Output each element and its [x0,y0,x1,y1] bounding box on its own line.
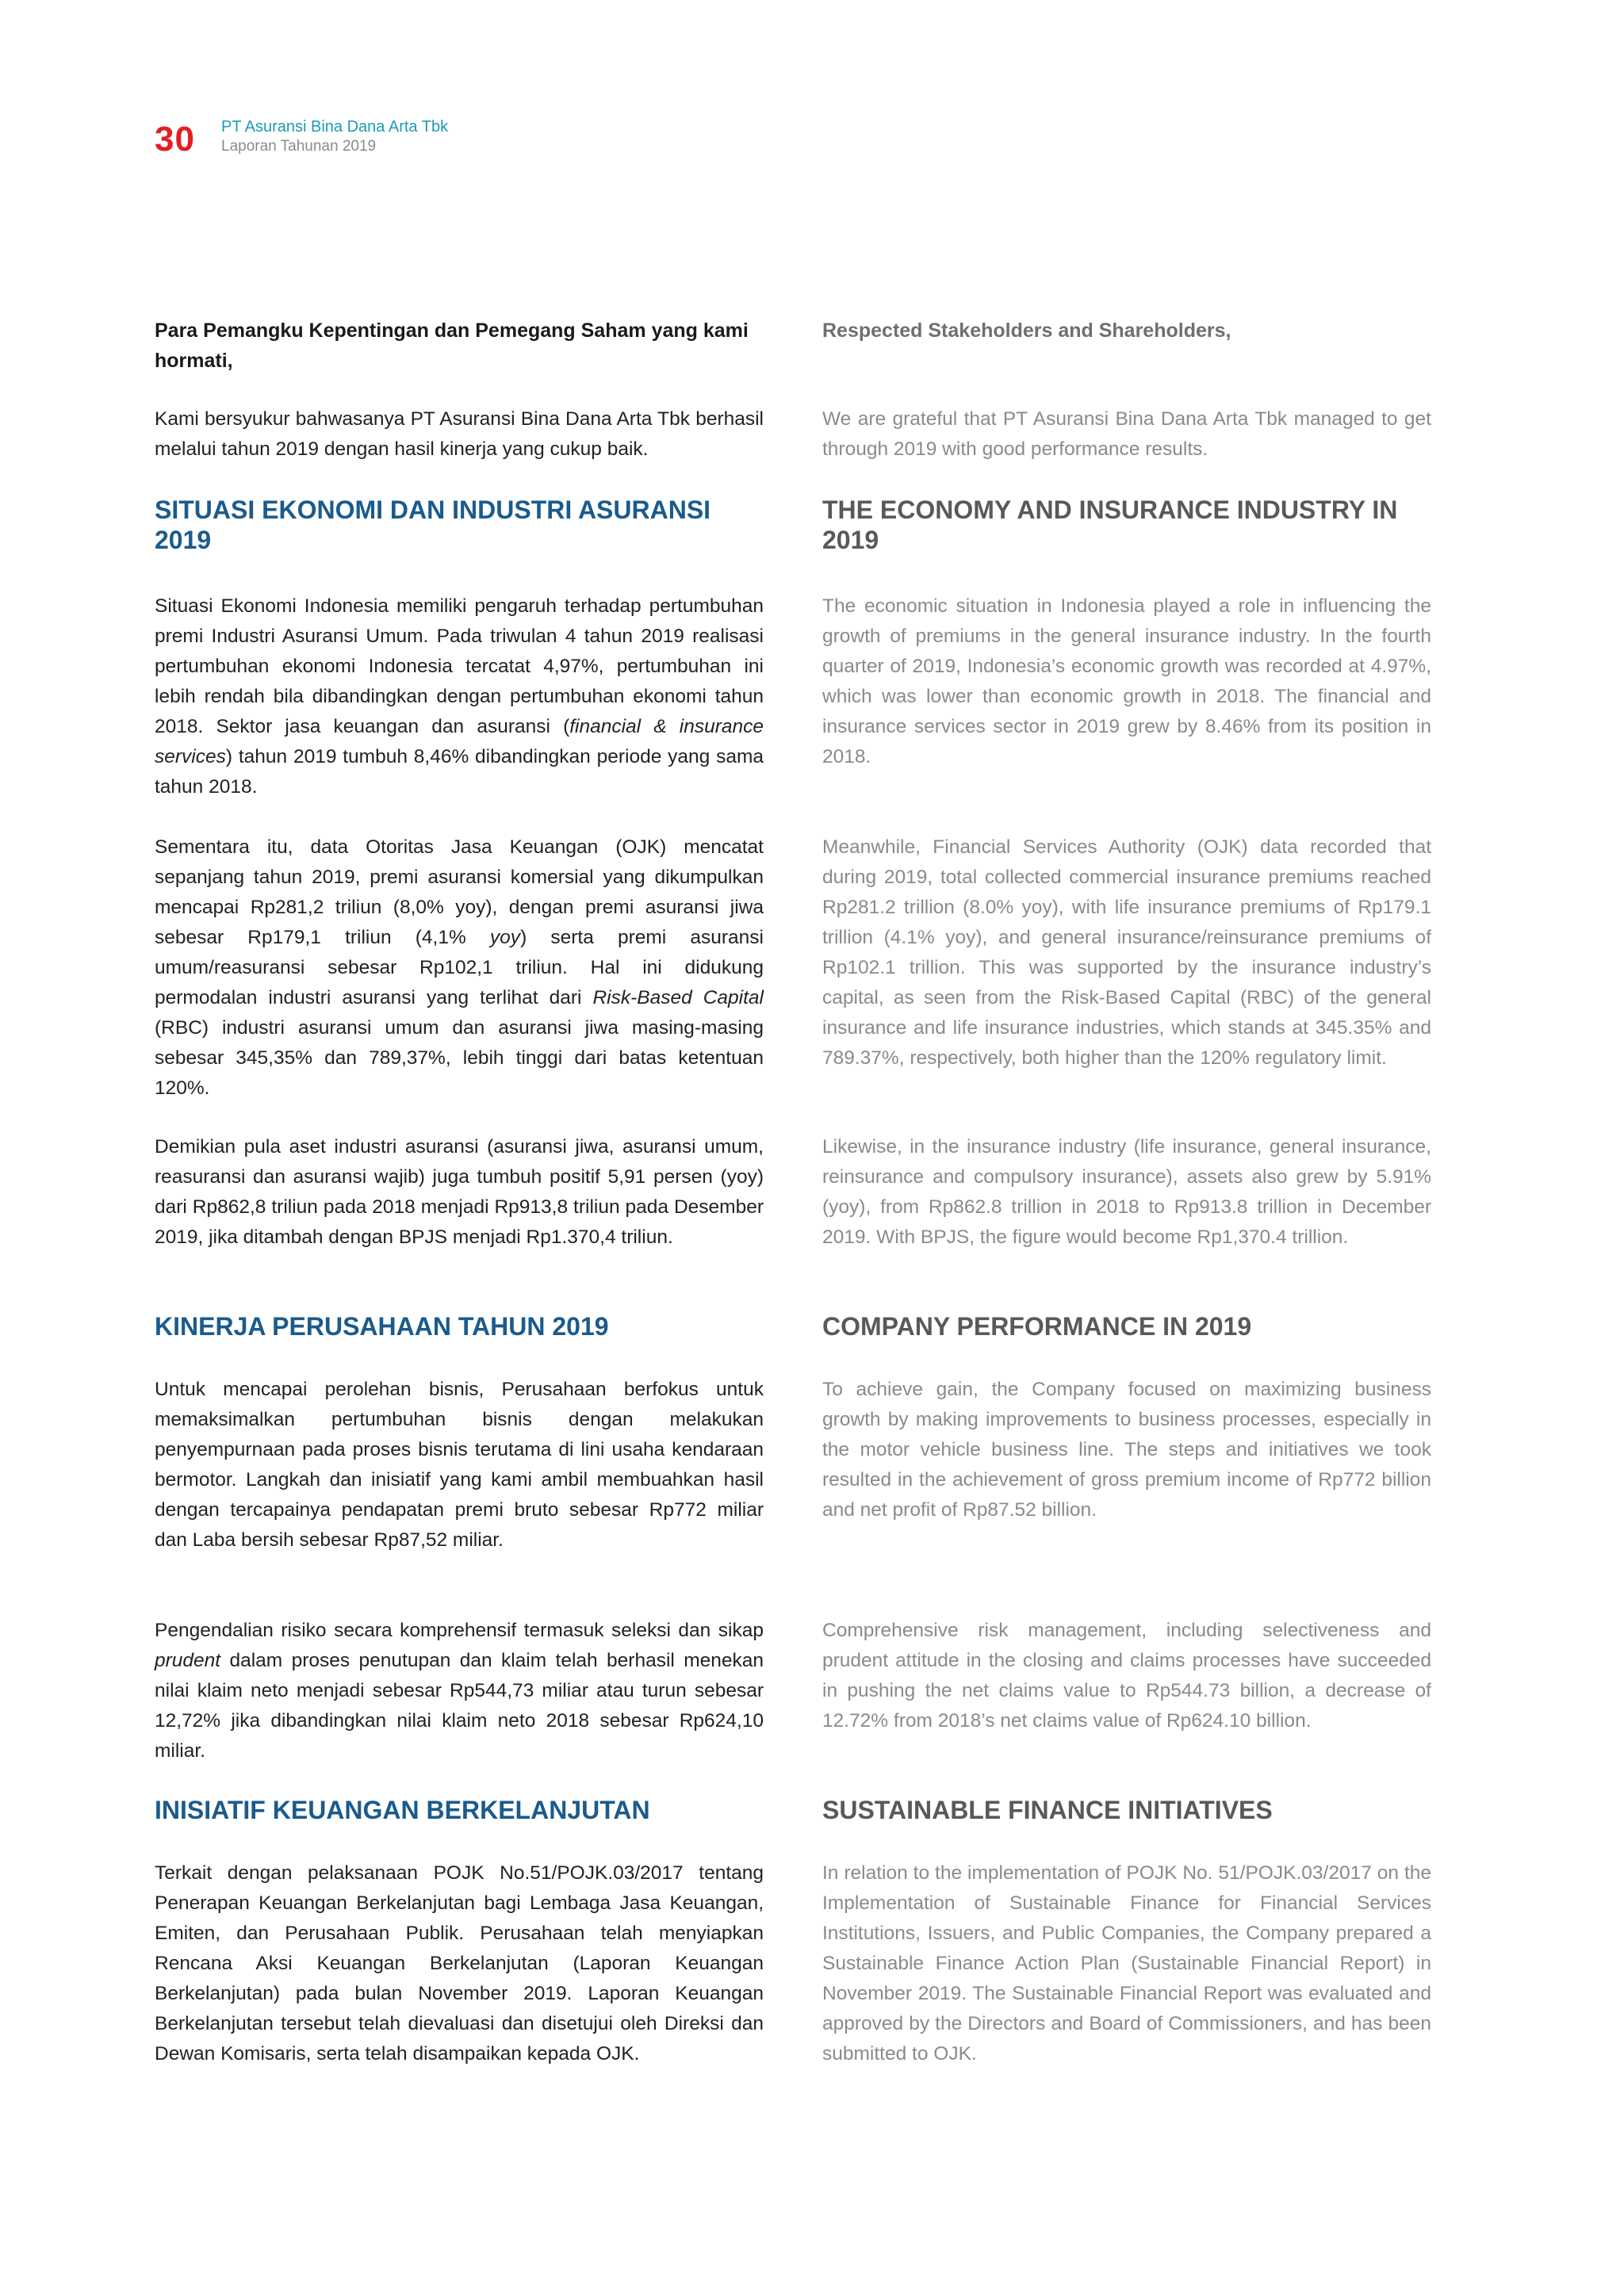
indonesian-column [155,316,764,2069]
sustainable-paragraph-id: Terkait dengan pelaksanaan POJK No.51/POJK.03/2017 tentang Penerapan Keuangan Berkelanjutan bagi Lembaga Jasa Keuangan, Emiten, dan Perusahaan Publik. Perusahaan telah menyiapkan Rencana Aksi Keuangan Berkelanjutan (Laporan Keuangan Berkelanjutan) pada bulan November 2019. Laporan Keuangan Berkelanjutan tersebut telah dievaluasi dan disetujui oleh Direksi dan Dewan Komisaris, serta telah disampaikan kepada OJK. [155,1862,764,2064]
economy-paragraph-2-id: Sementara itu, data Otoritas Jasa Keuangan (OJK) mencatat sepanjang tahun 2019, premi asuransi komersial yang dikumpulkan mencapai Rp281,2 triliun (8,0% yoy), dengan premi asuransi jiwa sebesar Rp179,1 triliun (4,1% yoy) serta premi asuransi umum/reasuransi sebesar Rp102,1 triliun. Hal ini didukung permodalan industri asuransi yang terlihat dari Risk-Based Capital (RBC) industri asuransi umum dan asuransi jiwa masing-masing sebesar 345,35% dan 789,37%, lebih tinggi dari batas ketentuan 120%. [155,836,764,1099]
section-heading-performance-en: COMPANY PERFORMANCE IN 2019 [822,1312,1252,1341]
performance-paragraph-2-id: Pengendalian risiko secara komprehensif termasuk seleksi dan sikap prudent dalam proses penutupan dan klaim telah berhasil menekan nilai klaim neto menjadi sebesar Rp544,73 miliar atau turun sebesar 12,72% jika dibandingkan nilai klaim neto 2018 sebesar Rp624,10 miliar. [155,1620,764,1762]
economy-paragraph-3-en: Likewise, in the insurance industry (life insurance, general insurance, reinsurance and compulsory insurance), assets also grew by 5.91% (yoy), from Rp862.8 trillion in 2018 to Rp913.8 trillion in December 2019. With BPJS, the figure would become Rp1,370.4 trillion. [822,1136,1431,1248]
performance-paragraph-1-en: To achieve gain, the Company focused on maximizing business growth by making improvements to business processes, especially in the motor vehicle business line. The steps and initiatives we took resulted in the achievement of gross premium income of Rp772 billion and net profit of Rp87.52 billion. [822,1379,1431,1521]
greeting-en: Respected Stakeholders and Shareholders, [822,320,1231,342]
section-heading-sustainable-en: SUSTAINABLE FINANCE INITIATIVES [822,1796,1273,1824]
section-heading-sustainable-id: INISIATIF KEUANGAN BERKELANJUTAN [155,1796,650,1824]
section-heading-economy-id: SITUASI EKONOMI DAN INDUSTRI ASURANSI 2019 [155,496,711,554]
economy-paragraph-3-id: Demikian pula aset industri asuransi (asuransi jiwa, asuransi umum, reasuransi dan asuransi wajib) juga tumbuh positif 5,91 persen (yoy) dari Rp862,8 triliun pada 2018 menjadi Rp913,8 triliun pada Desember 2019, jika ditambah dengan BPJS menjadi Rp1.370,4 triliun. [155,1136,764,1248]
sustainable-paragraph-en: In relation to the implementation of POJK No. 51/POJK.03/2017 on the Implementation of Sustainable Finance for Financial Services Institutions, Issuers, and Public Companies, the Company prepared a Sustainable Finance Action Plan (Sustainable Financial Report) in November 2019. The Sustainable Financial Report was evaluated and approved by the Directors and Board of Commissioners, and has been submitted to OJK. [822,1862,1431,2064]
performance-paragraph-1-id: Untuk mencapai perolehan bisnis, Perusahaan berfokus untuk memaksimalkan pertumbuhan bisnis dengan melakukan penyempurnaan pada proses bisnis terutama di lini usaha kendaraan bermotor. Langkah dan inisiatif yang kami ambil membuahkan hasil dengan tercapainya pendapatan premi bruto sebesar Rp772 miliar dan Laba bersih sebesar Rp87,52 miliar. [155,1379,764,1551]
greeting-id: Para Pemangku Kepentingan dan Pemegang Saham yang kami hormati, [155,320,749,372]
intro-paragraph-id: Kami bersyukur bahwasanya PT Asuransi Bina Dana Arta Tbk berhasil melalui tahun 2019 dengan hasil kinerja yang cukup baik. [155,408,764,460]
economy-paragraph-1-id: Situasi Ekonomi Indonesia memiliki pengaruh terhadap pertumbuhan premi Industri Asuransi Umum. Pada triwulan 4 tahun 2019 realisasi pertumbuhan ekonomi Indonesia tercatat 4,97%, pertumbuhan ini lebih rendah bila dibandingkan dengan pertumbuhan ekonomi tahun 2018. Sektor jasa keuangan dan asuransi (financial & insurance services) tahun 2019 tumbuh 8,46% dibandingkan periode yang sama tahun 2018. [155,595,764,798]
header-company-name: PT Asuransi Bina Dana Arta Tbk [221,118,449,136]
header-report-title: Laporan Tahunan 2019 [221,138,377,155]
intro-paragraph-en: We are grateful that PT Asuransi Bina Dana Arta Tbk managed to get through 2019 with good performance results. [822,408,1431,460]
english-column [822,316,1431,2069]
section-heading-economy-en: THE ECONOMY AND INSURANCE INDUSTRY IN 2019 [822,496,1398,554]
page-number: 30 [155,120,195,159]
section-heading-performance-id: KINERJA PERUSAHAAN TAHUN 2019 [155,1312,609,1341]
economy-paragraph-1-en: The economic situation in Indonesia played a role in influencing the growth of premiums in the general insurance industry. In the fourth quarter of 2019, Indonesia’s economic growth was recorded at 4.97%, which was lower than economic growth in 2018. The financial and insurance services sector in 2019 grew by 8.46% from its position in 2018. [822,595,1431,767]
performance-paragraph-2-en: Comprehensive risk management, including selectiveness and prudent attitude in the closing and claims processes have succeeded in pushing the net claims value to Rp544.73 billion, a decrease of 12.72% from 2018’s net claims value of Rp624.10 billion. [822,1620,1431,1732]
economy-paragraph-2-en: Meanwhile, Financial Services Authority (OJK) data recorded that during 2019, total collected commercial insurance premiums reached Rp281.2 trillion (8.0% yoy), with life insurance premiums of Rp179.1 trillion (4.1% yoy), and general insurance/reinsurance premiums of Rp102.1 trillion. This was supported by the insurance industry’s capital, as seen from the Risk-Based Capital (RBC) of the general insurance and life insurance industries, which stands at 345.35% and 789.37%, respectively, both higher than the 120% regulatory limit. [822,836,1431,1069]
